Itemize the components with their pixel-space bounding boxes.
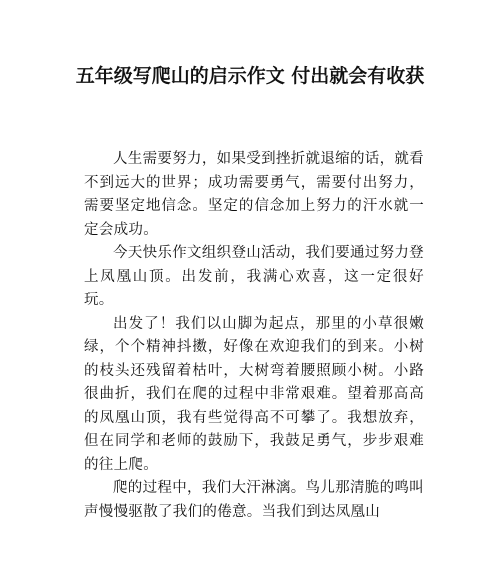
document-body [84,148,424,524]
paragraph: 今天快乐作文组织登山活动，我们要通过努力登上凤凰山顶。出发前，我满心欢喜，这一定很好玩。 [84,245,424,308]
paragraph: 人生需要努力，如果受到挫折就退缩的话，就看不到远大的世界；成功需要勇气，需要付出努力，需要坚定地信念。坚定的信念加上努力的汗水就一定会成功。 [84,151,424,238]
document-title: 五年级写爬山的启示作文 付出就会有收获 [75,65,425,87]
paragraph: 出发了！我们以山脚为起点，那里的小草很嫩绿，个个精神抖擞，好像在欢迎我们的到来。小树的枝头还残留着枯叶，大树弯着腰照顾小树。小路很曲折，我们在爬的过程中非常艰难。望着那高高的凤凰山顶，我有些觉得高不可攀了。我想放弃，但在同学和老师的鼓励下，我鼓足勇气，步步艰难的往上爬。 [84,315,424,473]
paragraph: 爬的过程中，我们大汗淋漓。鸟儿那清脆的鸣叫声慢慢驱散了我们的倦意。当我们到达凤凰山 [84,480,424,520]
